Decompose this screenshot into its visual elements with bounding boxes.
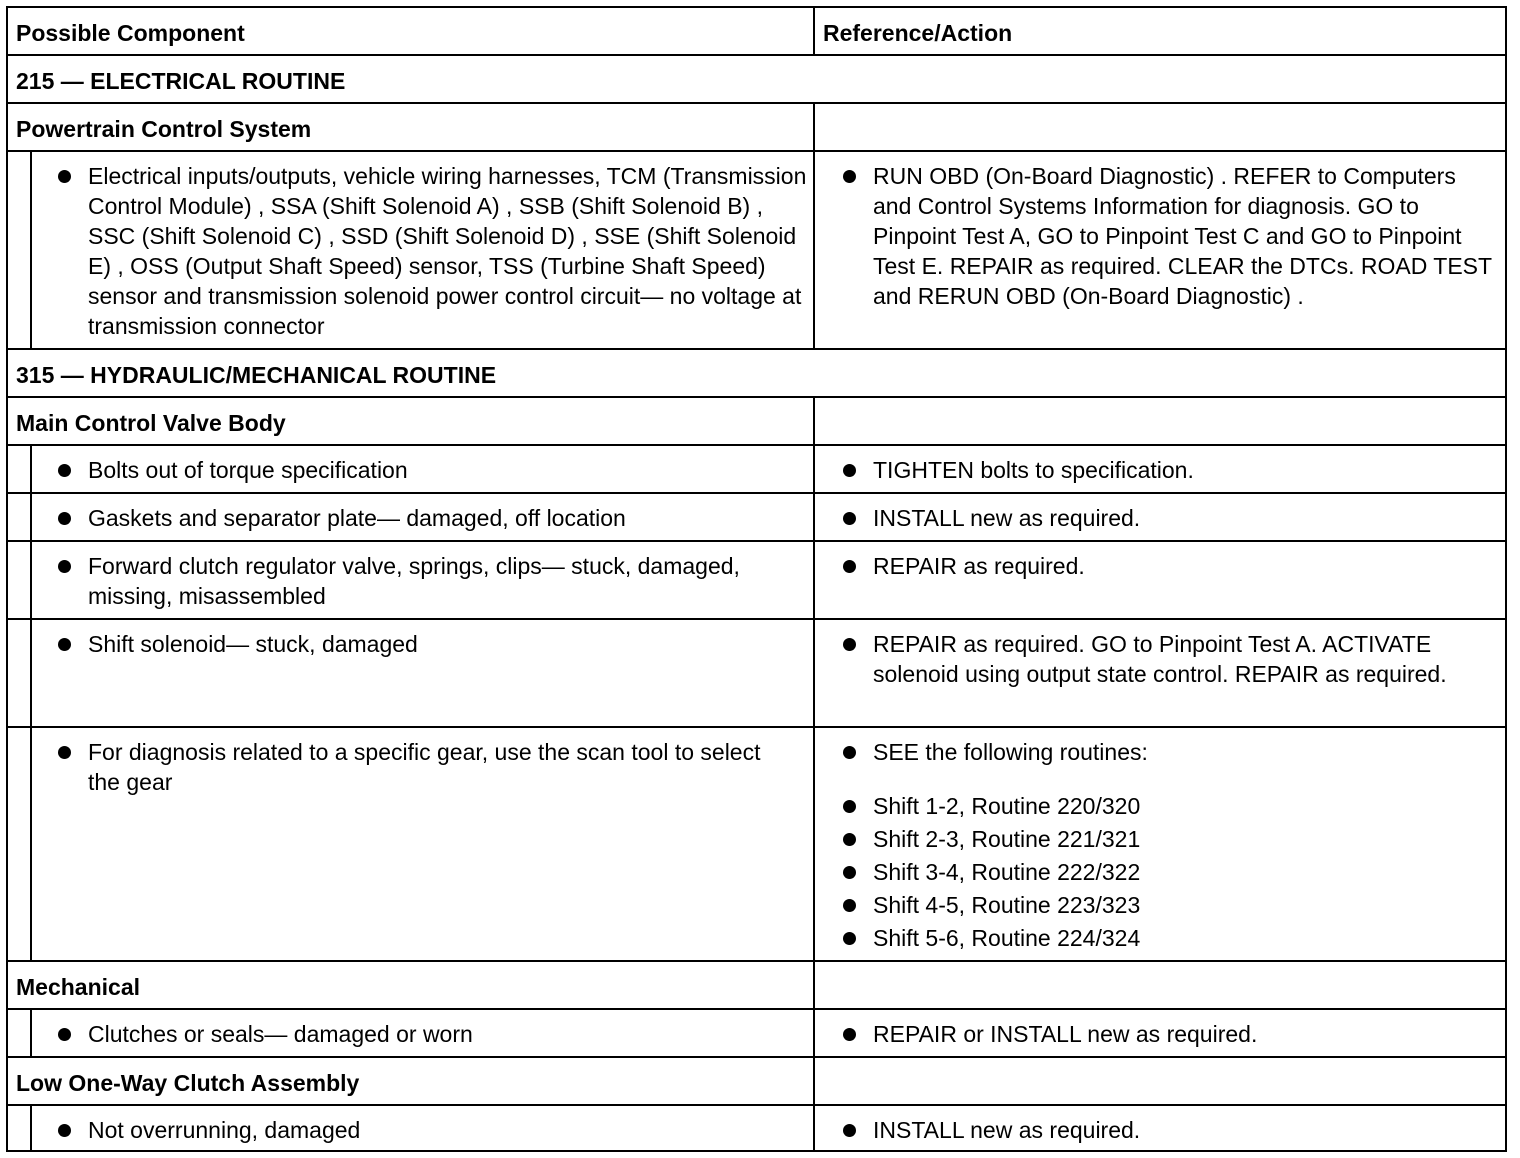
table-row bbox=[8, 446, 1505, 494]
group-row-mechanical bbox=[8, 962, 1505, 1010]
bullet-icon bbox=[843, 638, 856, 651]
bullet-icon bbox=[843, 512, 856, 525]
section-row-315 bbox=[8, 350, 1505, 398]
group-row-powertrain bbox=[8, 104, 1505, 152]
indent-divider bbox=[30, 620, 32, 726]
component-text: Electrical inputs/outputs, vehicle wiring harnesses, TCM (Transmission Control Module) , SSA (Shift Solenoid A) , SSB (Shift Solenoid B) , SSC (Shift Solenoid C) , SSD (Shift Solenoid D) , SSE (Shift Solenoid E) , OSS (Output Shaft Speed) sensor, TSS (Turbine Shaft Speed) sensor and transmission solenoid power control circuit— no voltage at transmission connector bbox=[88, 163, 807, 339]
action-cell bbox=[815, 1010, 1505, 1056]
section-title-215: 215 — ELECTRICAL ROUTINE bbox=[16, 68, 346, 94]
component-cell bbox=[8, 1106, 815, 1150]
action-text: TIGHTEN bolts to specification. bbox=[873, 457, 1194, 483]
group-title-valve-body: Main Control Valve Body bbox=[8, 398, 815, 444]
action-cell bbox=[815, 446, 1505, 492]
indent-divider bbox=[30, 1010, 32, 1056]
group-empty-cell bbox=[815, 104, 1505, 150]
table-row bbox=[8, 542, 1505, 620]
bullet-icon bbox=[843, 1028, 856, 1041]
table-row bbox=[8, 152, 1505, 350]
group-empty-cell bbox=[815, 1058, 1505, 1104]
table-row bbox=[8, 494, 1505, 542]
action-cell bbox=[815, 152, 1505, 348]
bullet-icon bbox=[58, 560, 71, 573]
component-text: Not overrunning, damaged bbox=[88, 1117, 361, 1143]
bullet-icon bbox=[843, 866, 856, 879]
table-row bbox=[8, 1106, 1505, 1150]
action-text: REPAIR or INSTALL new as required. bbox=[873, 1021, 1258, 1047]
table-row bbox=[8, 620, 1505, 728]
bullet-icon bbox=[843, 932, 856, 945]
group-empty-cell bbox=[815, 962, 1505, 1008]
bullet-icon bbox=[58, 1124, 71, 1137]
bullet-icon bbox=[843, 1124, 856, 1137]
routine-item: Shift 1-2, Routine 220/320 bbox=[873, 793, 1141, 819]
table-header-row bbox=[8, 8, 1505, 56]
component-cell bbox=[8, 1010, 815, 1056]
action-text: SEE the following routines: bbox=[873, 739, 1148, 765]
group-row-valve-body bbox=[8, 398, 1505, 446]
bullet-icon bbox=[58, 746, 71, 759]
indent-divider bbox=[30, 728, 32, 960]
action-text: RUN OBD (On-Board Diagnostic) . REFER to Computers and Control Systems Information for diagnosis. GO to Pinpoint Test A, GO to Pinpoint Test C and GO to Pinpoint Test E. REPAIR as required. CLEAR the DTCs. ROAD TEST and RERUN OBD (On-Board Diagnostic) . bbox=[873, 163, 1492, 309]
component-cell bbox=[8, 446, 815, 492]
component-cell bbox=[8, 152, 815, 348]
indent-divider bbox=[30, 494, 32, 540]
component-cell bbox=[8, 728, 815, 960]
component-cell bbox=[8, 494, 815, 540]
bullet-icon bbox=[843, 746, 856, 759]
indent-divider bbox=[30, 1106, 32, 1150]
bullet-icon bbox=[58, 464, 71, 477]
component-text: Clutches or seals— damaged or worn bbox=[88, 1021, 473, 1047]
group-title-low-owc: Low One-Way Clutch Assembly bbox=[8, 1058, 815, 1104]
group-title-powertrain: Powertrain Control System bbox=[8, 104, 815, 150]
section-row-215 bbox=[8, 56, 1505, 104]
component-text: Forward clutch regulator valve, springs, clips— stuck, damaged, missing, misassembled bbox=[88, 553, 740, 609]
group-title-mechanical: Mechanical bbox=[8, 962, 815, 1008]
routine-item: Shift 2-3, Routine 221/321 bbox=[873, 826, 1141, 852]
bullet-icon bbox=[843, 800, 856, 813]
bullet-icon bbox=[58, 170, 71, 183]
bullet-icon bbox=[58, 512, 71, 525]
action-cell bbox=[815, 728, 1505, 960]
bullet-icon bbox=[843, 464, 856, 477]
bullet-icon bbox=[843, 560, 856, 573]
group-empty-cell bbox=[815, 398, 1505, 444]
routine-item: Shift 5-6, Routine 224/324 bbox=[873, 925, 1141, 951]
diagnostic-table bbox=[6, 6, 1507, 1152]
component-cell bbox=[8, 542, 815, 618]
bullet-icon bbox=[843, 899, 856, 912]
bullet-icon bbox=[843, 833, 856, 846]
bullet-icon bbox=[58, 638, 71, 651]
indent-divider bbox=[30, 542, 32, 618]
group-row-low-owc bbox=[8, 1058, 1505, 1106]
header-possible-component: Possible Component bbox=[8, 8, 815, 54]
routine-item: Shift 3-4, Routine 222/322 bbox=[873, 859, 1141, 885]
table-row bbox=[8, 728, 1505, 962]
component-text: For diagnosis related to a specific gear, use the scan tool to select the gear bbox=[88, 739, 761, 795]
indent-divider bbox=[30, 446, 32, 492]
action-cell bbox=[815, 620, 1505, 726]
component-text: Bolts out of torque specification bbox=[88, 457, 408, 483]
action-text: INSTALL new as required. bbox=[873, 1117, 1141, 1143]
component-text: Gaskets and separator plate— damaged, off location bbox=[88, 505, 626, 531]
action-text: REPAIR as required. bbox=[873, 553, 1085, 579]
component-cell bbox=[8, 620, 815, 726]
action-cell bbox=[815, 494, 1505, 540]
action-text: INSTALL new as required. bbox=[873, 505, 1141, 531]
bullet-icon bbox=[843, 170, 856, 183]
component-text: Shift solenoid— stuck, damaged bbox=[88, 631, 418, 657]
indent-divider bbox=[30, 152, 32, 348]
routine-item: Shift 4-5, Routine 223/323 bbox=[873, 892, 1141, 918]
section-title-315: 315 — HYDRAULIC/MECHANICAL ROUTINE bbox=[16, 362, 497, 388]
table-row bbox=[8, 1010, 1505, 1058]
bullet-icon bbox=[58, 1028, 71, 1041]
header-reference-action: Reference/Action bbox=[823, 20, 1013, 46]
action-text: REPAIR as required. GO to Pinpoint Test A. ACTIVATE solenoid using output state control. REPAIR as required. bbox=[873, 631, 1447, 687]
action-cell bbox=[815, 542, 1505, 618]
action-cell bbox=[815, 1106, 1505, 1150]
